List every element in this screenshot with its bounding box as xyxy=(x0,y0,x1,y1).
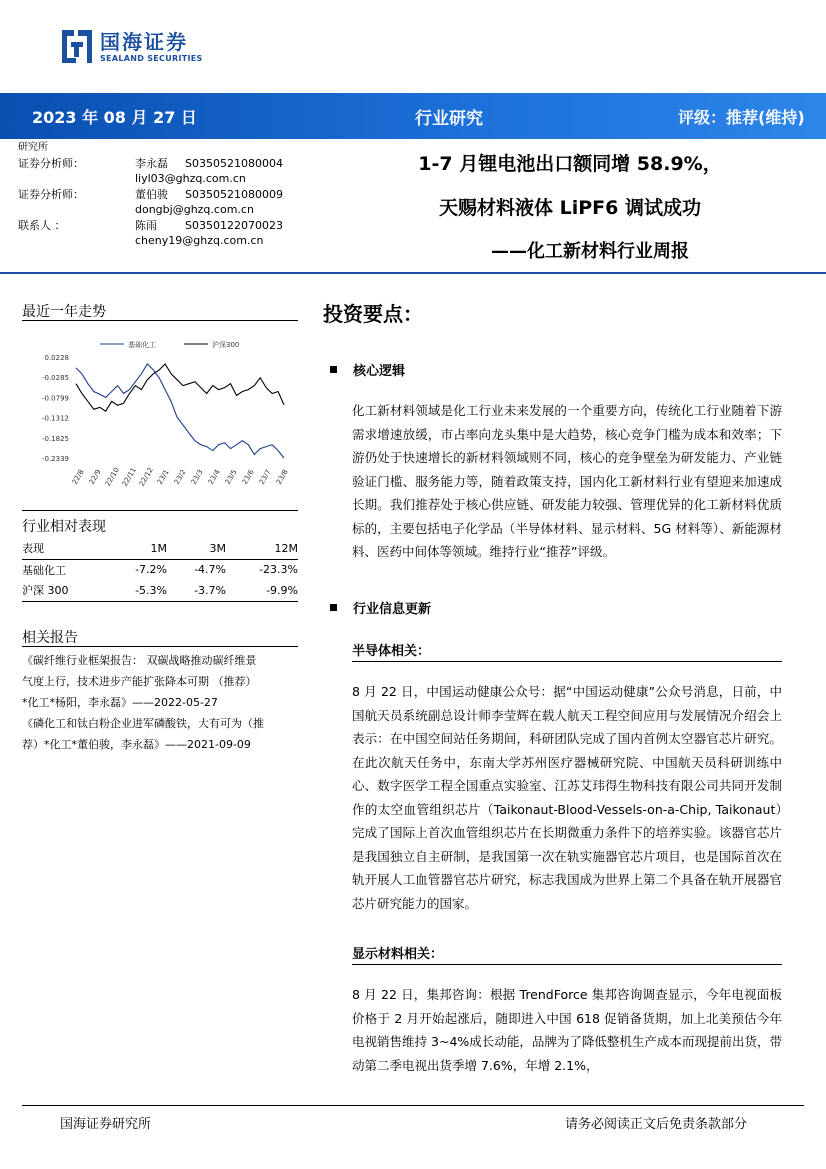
trend-heading-rule xyxy=(22,320,298,321)
footer-institute: 国海证券研究所 xyxy=(60,1117,152,1132)
related-report-line: 《碳纤维行业框架报告： 双碳战略推动碳纤维景 xyxy=(22,654,257,667)
related-report-line: 气度上行，技术进步产能扩张降本可期 （推荐） xyxy=(22,675,257,688)
y-tick-label: -0.1825 xyxy=(41,434,69,443)
header-banner xyxy=(0,93,826,139)
y-tick-label: -0.0285 xyxy=(41,374,69,383)
legend-label: 沪深300 xyxy=(212,341,240,349)
related-report-line: *化工*杨阳，李永磊》——2022-05-27 xyxy=(22,696,218,709)
analyst-role: 证券分析师： xyxy=(18,156,84,170)
table-cell: -5.3% xyxy=(108,580,167,601)
industry-news-heading xyxy=(330,598,431,617)
table-cell: -9.9% xyxy=(226,580,298,601)
table-row xyxy=(22,559,298,580)
header-divider xyxy=(0,272,826,274)
x-tick-label: 23/7 xyxy=(257,468,273,486)
x-tick-label: 23/2 xyxy=(172,468,188,486)
related-report-line: 《磷化工和钛白粉企业进军磷酸铁，大有可为（推 xyxy=(22,717,264,730)
company-logo xyxy=(60,28,203,66)
report-rating: 评级：推荐(维持) xyxy=(678,108,805,127)
related-report-line: 荐）*化工*董伯骏，李永磊》——2021-09-09 xyxy=(22,738,251,751)
footer-disclaimer: 请务必阅读正文后免责条款部分 xyxy=(565,1117,748,1132)
analyst-row xyxy=(18,187,318,203)
trend-heading: 最近一年走势 xyxy=(22,304,106,320)
related-reports xyxy=(22,650,300,755)
x-tick-label: 23/5 xyxy=(223,468,239,486)
display-materials-paragraph: 8 月 22 日，集邦咨询：根据 TrendForce 集邦咨询调查显示，今年电视面板价格于 2 月开始起涨后，随即进入中国 618 促销备货期，加上北美预估今年电视销售维持 3~4%成长动能，品牌为了降低整机生产成本而现提前出货，带动第二季电视出货季增 7.6%，年增 2.1%， xyxy=(352,987,782,1073)
x-tick-label: 22/8 xyxy=(70,468,86,486)
bullet-square-icon xyxy=(330,604,337,611)
table-cell: -3.7% xyxy=(167,580,226,601)
series-line xyxy=(76,364,284,411)
table-cell: -4.7% xyxy=(194,563,226,577)
semiconductor-heading: 半导体相关： xyxy=(352,644,431,659)
logo-mark-icon xyxy=(60,28,94,66)
column-header: 1M xyxy=(108,538,167,559)
semiconductor-heading-rule xyxy=(352,661,782,662)
x-tick-label: 22/10 xyxy=(103,466,121,488)
logo-chinese-name: 国海证券 xyxy=(100,30,188,54)
table-header-row xyxy=(22,538,298,559)
analyst-email[interactable]: liyl03@ghzq.com.cn xyxy=(135,172,246,185)
core-logic-paragraph: 化工新材料领域是化工行业未来发展的一个重要方向，传统化工行业随着下游需求增速放缓，市占率向龙头集中是大趋势，核心竞争门槛为成本和效率；下游仍处于快速增长的新材料领域则不同，核心的竞争壁垒为研发能力、产业链验证门槛、服务能力等，随着政策支持，国内化工新材料行业有望迎来加速成长期。我们推荐处于核心供应链、研发能力较强、管理优异的化工新材料优质标的，主要包括电子化学品（半导体材料、显示材料、5G 材料等）、新能源材料、医药中间体等领域。维持行业“推荐”评级。 xyxy=(352,403,782,559)
semiconductor-paragraph: 8 月 22 日，中国运动健康公众号：据“中国运动健康”公众号消息，日前，中国航天员系统副总设计师李莹辉在载人航天工程空间应用与发展情况介绍会上表示：在中国空间站任务期间，科研团队完成了国内首例太空器官芯片研究。在此次航天任务中，东南大学苏州医疗器械研究院、中国航天员科研训练中心、数字医学工程全国重点实验室、江苏艾玮得生物科技有限公司共同开发制作的太空血管组织芯片（Taikonaut-Blood-Vessels-on-a-Chip, Taikonaut）完成了国际上首次血管组织芯片在长期微重力条件下的培养实验。该器官芯片是我国独立自主研制，是我国第一次在轨实施器官芯片项目，也是国际首次在轨开展人工血管器官芯片研究，标志我国成为世界上第二个具备在轨开展器官芯片研究能力的国家。 xyxy=(352,684,782,911)
analyst-role: 证券分析师： xyxy=(18,187,84,201)
footer-divider xyxy=(22,1105,804,1106)
y-tick-label: -0.0799 xyxy=(41,394,69,403)
x-tick-label: 22/11 xyxy=(120,466,138,488)
performance-table xyxy=(22,538,298,602)
column-header: 表现 xyxy=(22,538,108,559)
logo-english-name: SEALAND SECURITIES xyxy=(100,54,203,63)
analyst-row xyxy=(18,218,318,234)
table-cell: 沪深 300 xyxy=(22,580,108,601)
analyst-email[interactable]: cheny19@ghzq.com.cn xyxy=(135,234,264,247)
analyst-name: 陈雨 xyxy=(135,218,157,232)
column-header: 12M xyxy=(226,538,298,559)
institute-label: 研究所 xyxy=(18,142,48,153)
performance-heading: 行业相对表现 xyxy=(22,519,106,535)
table-row xyxy=(22,580,298,601)
legend-label: 基础化工 xyxy=(128,341,156,349)
related-heading-rule xyxy=(22,646,298,647)
x-tick-label: 23/4 xyxy=(206,468,222,486)
report-type: 行业研究 xyxy=(415,109,483,129)
title-line-2: 天赐材料液体 LiPF6 调试成功 xyxy=(439,197,701,219)
related-heading: 相关报告 xyxy=(22,630,78,646)
core-logic-label: 核心逻辑 xyxy=(353,364,406,379)
core-logic-heading xyxy=(330,360,405,379)
display-materials-heading-rule xyxy=(352,964,782,965)
table-cell: -23.3% xyxy=(259,563,298,577)
trend-chart xyxy=(22,325,298,490)
investment-points-heading: 投资要点： xyxy=(323,302,423,326)
title-line-1: 1-7 月锂电池出口额同增 58.9%， xyxy=(418,153,722,175)
report-title xyxy=(330,142,810,274)
analyst-role: 联系人 ： xyxy=(18,218,66,232)
industry-news-label: 行业信息更新 xyxy=(353,602,432,617)
analyst-cert: S0350521080004 xyxy=(185,156,283,170)
title-line-3: ——化工新材料行业周报 xyxy=(491,241,689,262)
analyst-row xyxy=(18,156,318,172)
y-tick-label: -0.2339 xyxy=(41,455,69,463)
series-line xyxy=(76,364,284,458)
column-header: 3M xyxy=(167,538,226,559)
x-tick-label: 23/6 xyxy=(240,468,256,486)
x-tick-label: 23/1 xyxy=(155,468,171,486)
x-tick-label: 22/9 xyxy=(87,468,103,486)
analyst-name: 董伯骏 xyxy=(135,187,168,201)
analyst-cert: S0350122070023 xyxy=(185,218,283,232)
y-tick-label: -0.1312 xyxy=(41,414,69,423)
table-cell: -7.2% xyxy=(135,563,167,577)
analyst-info xyxy=(18,140,318,249)
x-tick-label: 22/12 xyxy=(137,466,155,488)
x-tick-label: 23/3 xyxy=(189,468,205,486)
y-tick-label: 0.0228 xyxy=(44,354,69,362)
x-tick-label: 23/8 xyxy=(274,468,290,486)
table-cell: 基础化工 xyxy=(22,563,66,577)
report-date: 2023 年 08 月 27 日 xyxy=(32,108,197,127)
bullet-square-icon xyxy=(330,366,337,373)
chart-bottom-rule xyxy=(22,510,298,511)
display-materials-heading: 显示材料相关： xyxy=(352,947,444,962)
analyst-name: 李永磊 xyxy=(135,156,168,170)
analyst-cert: S0350521080009 xyxy=(185,187,283,201)
analyst-email[interactable]: dongbj@ghzq.com.cn xyxy=(135,203,254,216)
